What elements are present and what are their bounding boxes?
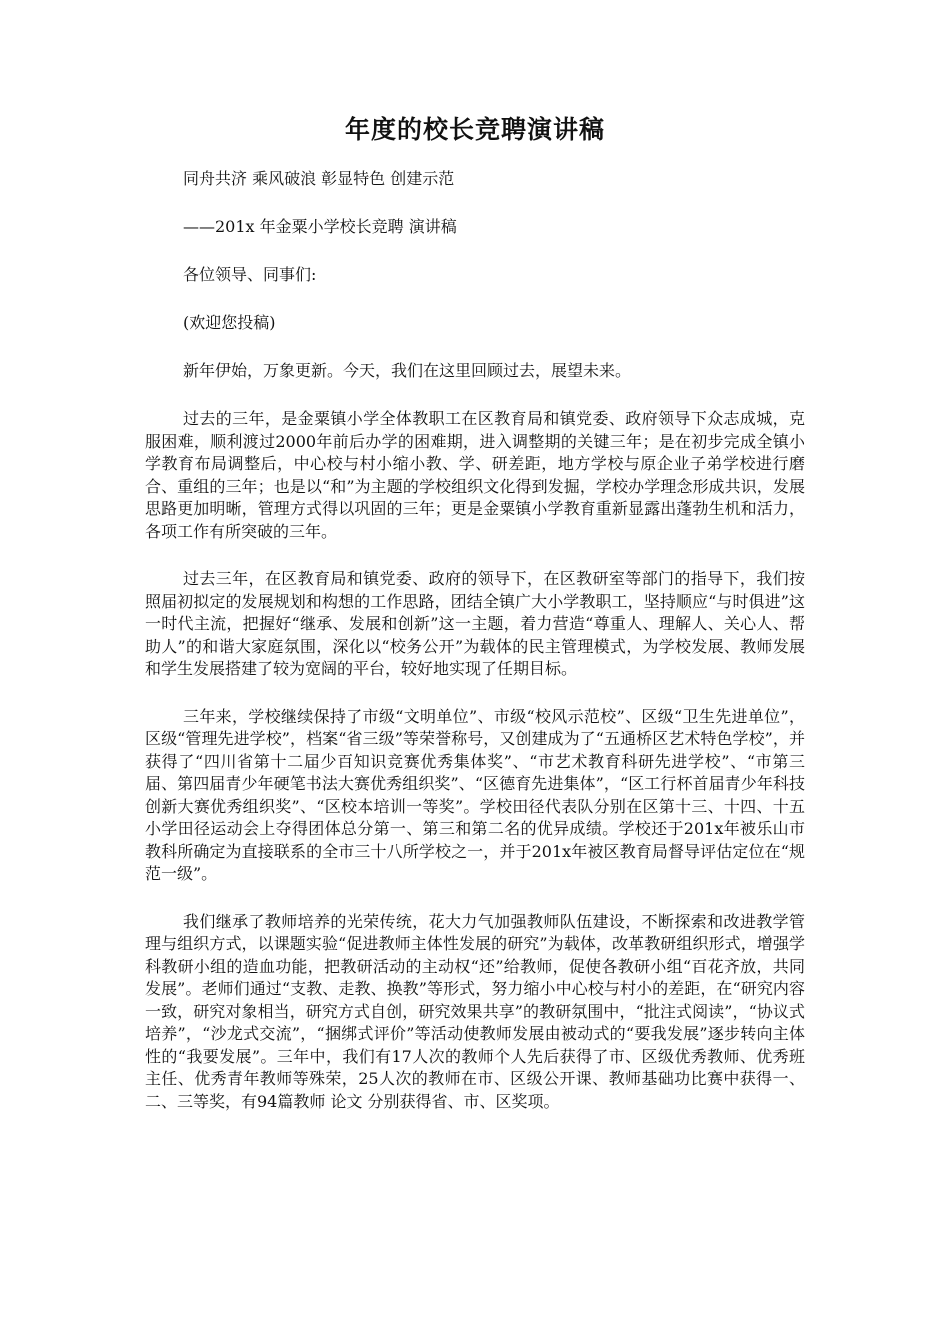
subtitle-line: ——201x 年金粟小学校长竞聘 演讲稿	[183, 217, 457, 236]
document-page	[145, 112, 805, 1138]
paragraph-past-three-years: 过去的三年，是金粟镇小学全体教职工在区教育局和镇党委、政府领导下众志成城，克服困难，顺利渡过2000年前后办学的困难期，进入调整期的关键三年；是在初步完成全镇小学教育布局调整后，中心校与村小缩小教、学、研差距，地方学校与原企业子弟学校进行磨合、重组的三年；也是以“和”为主题的学校组织文化得到发掘，学校办学理念形成共识，发展思路更加明晰，管理方式得以巩固的三年；更是金粟镇小学教育重新显露出蓬勃生机和活力，各项工作有所突破的三年。	[145, 409, 805, 541]
note-line: (欢迎您投稿)	[183, 313, 276, 332]
document-title: 年度的校长竞聘演讲稿	[344, 115, 605, 144]
paragraph-leadership: 过去三年，在区教育局和镇党委、政府的领导下，在区教研室等部门的指导下，我们按照届初拟定的发展规划和构想的工作思路，团结全镇广大小学教职工，坚持顺应“与时俱进”这一时代主流，把握好“继承、发展和创新”这一主题，着力营造“尊重人、理解人、关心人、帮助人”的和谐大家庭氛围，深化以“校务公开”为载体的民主管理模式，为学校发展、教师发展和学生发展搭建了较为宽阔的平台，较好地实现了任期目标。	[145, 569, 805, 678]
slogan-line: 同舟共济 乘风破浪 彰显特色 创建示范	[183, 169, 455, 188]
paragraph-honors: 三年来，学校继续保持了市级“文明单位”、市级“校风示范校”、区级“卫生先进单位”，区级“管理先进学校”，档案“省三级”等荣誉称号，又创建成为了“五通桥区艺术特色学校”，并获得了“四川省第十二届少百知识竞赛优秀集体奖”、“市艺术教育科研先进学校”、“市第三届、第四届青少年硬笔书法大赛优秀组织奖”、“区德育先进集体”，“区工行杯首届青少年科技创新大赛优秀组织奖”、“区校本培训一等奖”。学校田径代表队分别在区第十三、十四、十五小学田径运动会上夺得团体总分第一、第三和第二名的优异成绩。学校还于201x年被乐山市教科所确定为直接联系的全市三十八所学校之一，并于201x年被区教育局督导评估定位在“规范一级”。	[145, 706, 805, 883]
paragraph-teacher-development: 我们继承了教师培养的光荣传统，花大力气加强教师队伍建设，不断探索和改进教学管理与组织方式，以课题实验“促进教师主体性发展的研究”为载体，改革教研组织形式，增强学科教研小组的造血功能，把教研活动的主动权“还”给教师，促使各教研小组“百花齐放，共同发展”。老师们通过“支教、走教、换教”等形式，努力缩小中心校与村小的差距，在“研究内容一致，研究对象相当，研究方式自创，研究效果共享”的教研氛围中，“批注式阅读”，“协议式培养”，“沙龙式交流”，“捆绑式评价”等活动使教师发展由被动式的“要我发展”逐步转向主体性的“我要发展”。三年中，我们有17人次的教师个人先后获得了市、区级优秀教师、优秀班主任、优秀青年教师等殊荣，25人次的教师在市、区级公开课、教师基础功比赛中获得一、二、三等奖，有94篇教师 论文 分别获得省、市、区奖项。	[145, 911, 805, 1111]
salutation-line: 各位领导、同事们:	[183, 265, 317, 284]
opening-line: 新年伊始，万象更新。今天，我们在这里回顾过去，展望未来。	[183, 361, 632, 380]
